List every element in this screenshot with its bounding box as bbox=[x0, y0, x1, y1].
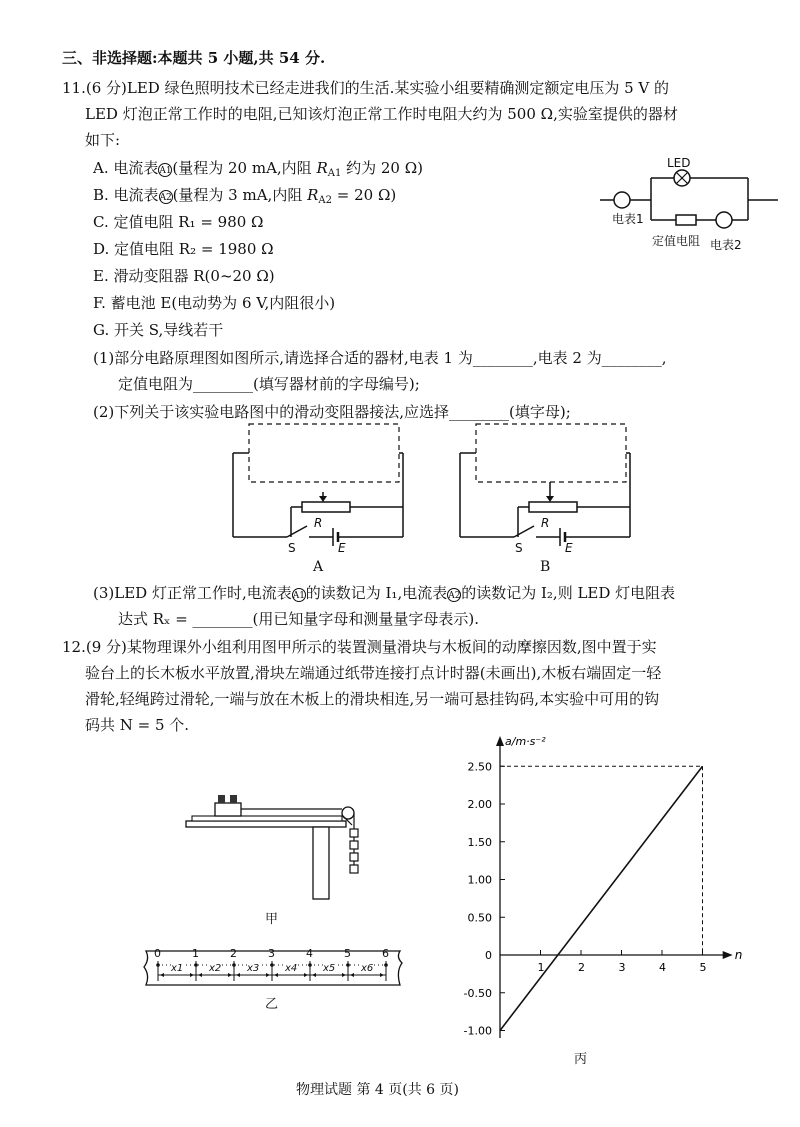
meter-1-label: 电表1 bbox=[612, 212, 644, 226]
tape-segment-label: x3 bbox=[247, 963, 260, 974]
fig-yi-label: 乙 bbox=[265, 997, 279, 1012]
y-tick-label: 0.50 bbox=[467, 911, 492, 925]
option-b-e-label: E bbox=[565, 541, 573, 555]
a-n-graph-bing bbox=[445, 730, 745, 1055]
ammeter-a1-symbol-inline: A1 bbox=[292, 588, 306, 602]
tape-segment-label: x5 bbox=[323, 963, 336, 974]
section-title: 三、非选择题:本题共 5 小题,共 54 分. bbox=[62, 49, 326, 67]
q12-line-1: 12.(9 分)某物理课外小组利用图甲所示的装置测量滑块与木板间的动摩擦因数,图中置于实 bbox=[62, 638, 657, 656]
page-footer: 物理试题 第 4 页(共 6 页) bbox=[296, 1082, 459, 1098]
tape-point-label: 5 bbox=[344, 947, 351, 960]
tape-dot-5 bbox=[346, 963, 350, 967]
fixed-resistor-label: 定值电阻 bbox=[652, 234, 701, 248]
x-tick-label: 4 bbox=[659, 961, 666, 974]
x-axis-arrow bbox=[723, 951, 733, 959]
q11-item-c: C. 定值电阻 R₁ = 980 Ω bbox=[93, 213, 264, 231]
fixed-resistor-symbol bbox=[676, 215, 696, 225]
meter-2-symbol bbox=[716, 212, 732, 228]
tape-point-label: 4 bbox=[306, 947, 313, 960]
y-tick-label: -0.50 bbox=[463, 986, 492, 1000]
tape-point-label: 0 bbox=[154, 947, 161, 960]
tape-point-label: 6 bbox=[382, 947, 389, 960]
tape-dot-6 bbox=[384, 963, 388, 967]
q11-item-e: E. 滑动变阻器 R(0~20 Ω) bbox=[93, 267, 275, 285]
y-axis-label: a/m·s⁻² bbox=[505, 735, 546, 748]
x-tick-label: 1 bbox=[537, 961, 545, 974]
ammeter-a2-symbol-inline: A2 bbox=[447, 588, 461, 602]
fig-jia-label: 甲 bbox=[265, 912, 279, 927]
q12-line-2: 验台上的长木板水平放置,滑块左端通过纸带连接打点计时器(未画出),木板右端固定一轻 bbox=[85, 664, 662, 682]
option-a-s-label: S bbox=[288, 541, 296, 555]
q12-line-3: 滑轮,轻绳跨过滑轮,一端与放在木板上的滑块相连,另一端可悬挂钩码,本实验中可用的钩 bbox=[85, 690, 660, 708]
option-a-r-label: R bbox=[314, 516, 323, 530]
hook-weight bbox=[350, 829, 358, 837]
q11-sub1-line-1: (1)部分电路原理图如图所示,请选择合适的器材,电表 1 为________,电表 2 为________, bbox=[93, 349, 667, 367]
option-a-rheostat bbox=[302, 502, 350, 512]
option-b-rheostat bbox=[529, 502, 577, 512]
tape-dot-4 bbox=[308, 963, 312, 967]
y-tick-label: 2.00 bbox=[467, 798, 492, 811]
option-b-r-label: R bbox=[541, 516, 550, 530]
option-a-e-label: E bbox=[338, 541, 346, 555]
tape-dot-0 bbox=[156, 963, 160, 967]
meter-2-label: 电表2 bbox=[710, 238, 742, 252]
q11-item-d: D. 定值电阻 R₂ = 1980 Ω bbox=[93, 240, 274, 258]
y-tick-label: 0 bbox=[485, 949, 492, 962]
slider-block bbox=[215, 803, 241, 816]
table-leg bbox=[313, 827, 329, 899]
y-tick-label: 2.50 bbox=[467, 760, 492, 774]
y-axis-arrow bbox=[496, 736, 504, 746]
tape-segment-label: x4 bbox=[285, 963, 298, 974]
tape-segment-label: x6 bbox=[361, 963, 374, 974]
tape-dot-1 bbox=[194, 963, 198, 967]
ammeter-a2-symbol: A2 bbox=[159, 190, 173, 204]
tape-point-label: 2 bbox=[230, 947, 237, 960]
tape-point-label: 1 bbox=[192, 947, 199, 960]
option-b-switch bbox=[514, 526, 534, 537]
led-label: LED bbox=[667, 156, 691, 170]
meter-1-symbol bbox=[614, 192, 630, 208]
option-a-circuit bbox=[225, 420, 410, 550]
q11-sub3-line-2: 达式 Rₓ = ________(用已知量字母和测量量字母表示). bbox=[118, 610, 479, 628]
tape-point-label: 3 bbox=[268, 947, 275, 960]
q11-intro-line-2: LED 灯泡正常工作时的电阻,已知该灯泡正常工作时电阻大约为 500 Ω,实验室提供的器材 bbox=[85, 105, 678, 123]
option-b-s-label: S bbox=[515, 541, 523, 555]
tape-segment-label: x1 bbox=[171, 963, 184, 974]
option-a-label: A bbox=[313, 559, 324, 575]
apparatus-figure-jia bbox=[180, 785, 370, 910]
tape-dot-2 bbox=[232, 963, 236, 967]
y-tick-label: 1.50 bbox=[467, 835, 492, 849]
x-tick-label: 2 bbox=[578, 961, 585, 974]
x-tick-label: 3 bbox=[618, 961, 626, 974]
q11-item-f: F. 蓄电池 E(电动势为 6 V,内阻很小) bbox=[93, 294, 336, 312]
fig-bing-label: 丙 bbox=[574, 1052, 588, 1067]
option-b-label: B bbox=[540, 559, 551, 575]
q11-item-g: G. 开关 S,导线若干 bbox=[93, 321, 224, 339]
series-line-a-n bbox=[500, 766, 703, 1030]
q11-intro-line-1: 11.(6 分)LED 绿色照明技术已经走进我们的生活.某实验小组要精确测定额定电压为 5 V 的 bbox=[62, 79, 670, 97]
q11-item-b: B. 电流表A2(量程为 3 mA,内阻 $R_{A2} = 20$ Ω) bbox=[93, 186, 397, 206]
tape-segment-label: x2 bbox=[209, 963, 222, 974]
q12-line-4: 码共 N = 5 个. bbox=[85, 716, 190, 734]
ammeter-a1-symbol: A1 bbox=[158, 163, 172, 177]
option-b-circuit bbox=[452, 420, 637, 550]
tape-dot-3 bbox=[270, 963, 274, 967]
y-tick-label: -1.00 bbox=[463, 1024, 492, 1038]
x-tick-label: 5 bbox=[699, 961, 707, 974]
q11-item-a: A. 电流表A1(量程为 20 mA,内阻 $R_{A1}$ 约为 20 Ω) bbox=[93, 159, 424, 179]
y-tick-label: 1.00 bbox=[467, 873, 492, 887]
q11-intro-line-3: 如下: bbox=[85, 131, 121, 149]
q11-sub3-line-1: (3)LED 灯正常工作时,电流表A1的读数记为 I₁,电流表A2的读数记为 I₂,则 LED 灯电阻表 bbox=[93, 584, 676, 602]
option-a-switch bbox=[287, 526, 307, 537]
q11-sub2: (2)下列关于该实验电路图中的滑动变阻器接法,应选择________(填字母); bbox=[93, 403, 571, 421]
x-axis-label: n bbox=[734, 948, 743, 962]
q11-sub1-line-2: 定值电阻为________(填写器材前的字母编号); bbox=[118, 375, 420, 393]
